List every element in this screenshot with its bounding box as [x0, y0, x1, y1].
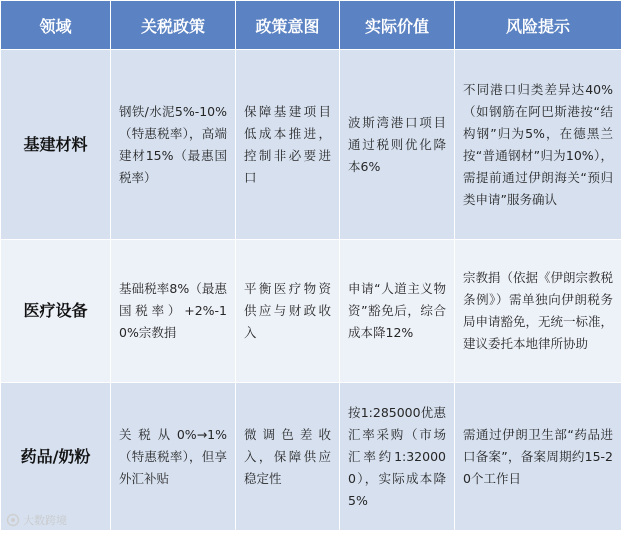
row-domain: 医疗设备	[1, 240, 111, 383]
header-row	[1, 1, 621, 50]
cell-risk: 不同港口归类差异达40%（如钢筋在阿巴斯港按“结构钢”归为5%，在德黑兰按“普通钢材”归为10%），需提前通过伊朗海关“预归类申请”服务确认	[455, 50, 621, 240]
cell-tariff: 基础税率8%（最惠国税率）+2%-10%宗教捐	[111, 240, 236, 383]
watermark-text: 大数跨境	[23, 514, 67, 527]
watermark	[6, 512, 67, 528]
cell-value: 波斯湾港口项目通过税则优化降本6%	[340, 50, 455, 240]
cell-intent: 保障基建项目低成本推进，控制非必要进口	[236, 50, 340, 240]
cell-intent: 平衡医疗物资供应与财政收入	[236, 240, 340, 383]
header-intent: 政策意图	[236, 1, 340, 50]
header-domain: 领域	[1, 1, 111, 50]
table-row	[1, 50, 621, 240]
watermark-logo-icon	[6, 513, 20, 527]
cell-risk: 需通过伊朗卫生部“药品进口备案”，备案周期约15-20个工作日	[455, 383, 621, 531]
cell-tariff: 钢铁/水泥5%-10%（特惠税率），高端建材15%（最惠国税率）	[111, 50, 236, 240]
row-domain: 药品/奶粉	[1, 383, 111, 531]
cell-tariff: 关税从0%→1%（特惠税率），但享外汇补贴	[111, 383, 236, 531]
header-tariff: 关税政策	[111, 1, 236, 50]
cell-intent: 微调色差收入，保障供应稳定性	[236, 383, 340, 531]
table-row	[1, 383, 621, 531]
cell-value: 按1:285000优惠汇率采购（市场汇率约1:320000），实际成本降5%	[340, 383, 455, 531]
cell-value: 申请“人道主义物资”豁免后，综合成本降12%	[340, 240, 455, 383]
header-risk: 风险提示	[455, 1, 621, 50]
table-row	[1, 240, 621, 383]
header-value: 实际价值	[340, 1, 455, 50]
cell-risk: 宗教捐（依据《伊朗宗教税条例》）需单独向伊朗税务局申请豁免，无统一标准，建议委托本地律所协助	[455, 240, 621, 383]
row-domain: 基建材料	[1, 50, 111, 240]
